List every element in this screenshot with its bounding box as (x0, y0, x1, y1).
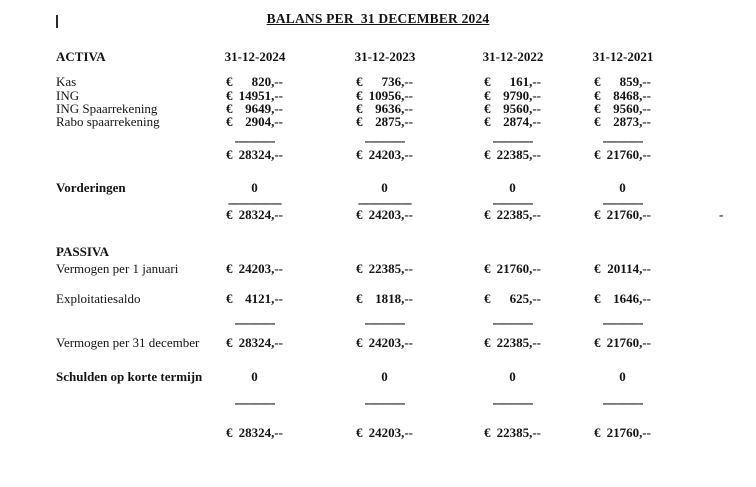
dashed-separator: ------------ (234, 395, 275, 410)
euro-sign: € (594, 207, 601, 222)
page-title: BALANS PER 31 DECEMBER 2024 (266, 11, 490, 26)
euro-sign: € (356, 101, 363, 116)
dashed-separator: ------------ (602, 315, 643, 330)
table-row-exploitatiesaldo (0, 292, 756, 306)
dashed-separator: ------------ (492, 195, 533, 210)
total-row-passiva (0, 426, 756, 440)
amount-cell: € 24203,-- (226, 261, 283, 276)
euro-sign: € (484, 74, 491, 89)
euro-sign: € (226, 207, 233, 222)
euro-sign: € (226, 74, 233, 89)
zero-value: 0 (251, 180, 258, 195)
amount-cell: € 9560,-- (594, 101, 651, 116)
amount-cell: € 28324,-- (226, 335, 283, 350)
euro-sign: € (356, 291, 363, 306)
zero-value: 0 (251, 369, 258, 384)
column-header-row (0, 50, 756, 64)
euro-sign: € (484, 147, 491, 162)
dashed-separator: ------------ (364, 133, 405, 148)
dashed-separator: ------------ (234, 133, 275, 148)
row-label-schulden: Schulden op korte termijn (56, 369, 203, 384)
amount-cell: € 9649,-- (226, 101, 283, 116)
dashed-separator: ------------ (602, 195, 643, 210)
amount-cell: € 21760,-- (594, 335, 651, 350)
row-label-vermogen-1-januari: Vermogen per 1 januari (56, 261, 179, 276)
amount-cell: € 161,-- (484, 74, 541, 89)
euro-sign: € (594, 88, 601, 103)
amount-cell: € 2875,-- (356, 114, 413, 129)
euro-sign: € (594, 101, 601, 116)
zero-value: 0 (381, 180, 388, 195)
total-amount: € 24203,-- (356, 425, 413, 440)
zero-value: 0 (619, 369, 626, 384)
euro-sign: € (484, 114, 491, 129)
table-row-vermogen-1-januari (0, 262, 756, 276)
amount-cell: € 4121,-- (226, 291, 283, 306)
section-heading-activa: ACTIVA (56, 49, 106, 64)
euro-sign: € (594, 114, 601, 129)
dashed-separator: ------------ (492, 395, 533, 410)
euro-sign: € (226, 425, 233, 440)
euro-sign: € (484, 291, 491, 306)
euro-sign: € (594, 74, 601, 89)
stray-dash-mark: - (719, 207, 724, 222)
dashed-separator: ------------ (364, 315, 405, 330)
euro-sign: € (594, 335, 601, 350)
euro-sign: € (226, 335, 233, 350)
euro-sign: € (226, 147, 233, 162)
total-amount: € 22385,-- (484, 207, 541, 222)
total-amount: € 28324,-- (226, 147, 283, 162)
amount-cell: € 820,-- (226, 74, 283, 89)
section-heading-passiva: PASSIVA (56, 244, 109, 259)
euro-sign: € (356, 88, 363, 103)
euro-sign: € (356, 425, 363, 440)
euro-sign: € (356, 207, 363, 222)
amount-cell: € 2874,-- (484, 114, 541, 129)
separator-row (0, 316, 756, 330)
amount-cell: € 20114,-- (594, 261, 651, 276)
euro-sign: € (226, 88, 233, 103)
euro-sign: € (226, 114, 233, 129)
table-row-schulden (0, 370, 756, 384)
separator-row (0, 134, 756, 148)
row-label-exploitatiesaldo: Exploitatiesaldo (56, 291, 141, 306)
table-row-vorderingen (0, 181, 756, 195)
euro-sign: € (226, 261, 233, 276)
row-label-kas: Kas (56, 74, 77, 89)
amount-cell: € 24203,-- (356, 335, 413, 350)
total-amount: € 22385,-- (484, 147, 541, 162)
table-row-kas (0, 75, 756, 89)
subtotal-row-activa (0, 148, 756, 162)
dashed-separator: ---------------- (227, 195, 282, 210)
total-amount: € 24203,-- (356, 207, 413, 222)
amount-cell: € 1818,-- (356, 291, 413, 306)
table-row-rabo-spaarrekening (0, 115, 756, 129)
total-amount: € 21760,-- (594, 147, 651, 162)
column-header-2022: 31-12-2022 (482, 49, 544, 64)
amount-cell: € 2873,-- (594, 114, 651, 129)
amount-cell: € 9636,-- (356, 101, 413, 116)
euro-sign: € (226, 101, 233, 116)
column-header-2024: 31-12-2024 (224, 49, 286, 64)
dashed-separator: ------------ (492, 133, 533, 148)
row-label-rabo-spaarrekening: Rabo spaarrekening (56, 114, 160, 129)
amount-cell: € 2904,-- (226, 114, 283, 129)
table-row-vermogen-31-december (0, 336, 756, 350)
amount-cell: € 22385,-- (356, 261, 413, 276)
euro-sign: € (484, 261, 491, 276)
dashed-separator: ---------------- (357, 195, 412, 210)
total-amount: € 21760,-- (594, 425, 651, 440)
total-amount: € 28324,-- (226, 425, 283, 440)
zero-value: 0 (509, 369, 516, 384)
euro-sign: € (226, 291, 233, 306)
euro-sign: € (356, 261, 363, 276)
dashed-separator: ------------ (492, 315, 533, 330)
amount-cell: € 22385,-- (484, 335, 541, 350)
euro-sign: € (594, 261, 601, 276)
euro-sign: € (356, 147, 363, 162)
amount-cell: € 8468,-- (594, 88, 651, 103)
row-label-ing-spaarrekening: ING Spaarrekening (56, 101, 158, 116)
amount-cell: € 10956,-- (356, 88, 413, 103)
zero-value: 0 (509, 180, 516, 195)
amount-cell: € 9790,-- (484, 88, 541, 103)
dashed-separator: ------------ (602, 395, 643, 410)
euro-sign: € (484, 88, 491, 103)
amount-cell: € 9560,-- (484, 101, 541, 116)
zero-value: 0 (381, 369, 388, 384)
column-header-2021: 31-12-2021 (592, 49, 654, 64)
euro-sign: € (594, 291, 601, 306)
dashed-separator: ------------ (364, 395, 405, 410)
row-label-ing: ING (56, 88, 80, 103)
amount-cell: € 21760,-- (484, 261, 541, 276)
total-amount: € 21760,-- (594, 207, 651, 222)
total-amount: € 28324,-- (226, 207, 283, 222)
euro-sign: € (484, 425, 491, 440)
euro-sign: € (484, 101, 491, 116)
separator-row (0, 396, 756, 410)
euro-sign: € (484, 207, 491, 222)
total-row-activa (0, 208, 756, 222)
total-amount: € 22385,-- (484, 425, 541, 440)
zero-value: 0 (619, 180, 626, 195)
row-label-vorderingen: Vorderingen (56, 180, 126, 195)
amount-cell: € 14951,-- (226, 88, 283, 103)
amount-cell: € 859,-- (594, 74, 651, 89)
euro-sign: € (356, 335, 363, 350)
euro-sign: € (484, 335, 491, 350)
section-row-passiva (0, 245, 756, 259)
dashed-separator: ------------ (234, 315, 275, 330)
total-amount: € 24203,-- (356, 147, 413, 162)
amount-cell: € 625,-- (484, 291, 541, 306)
euro-sign: € (356, 74, 363, 89)
row-label-vermogen-31-december: Vermogen per 31 december (56, 335, 200, 350)
text-cursor-artifact (56, 15, 58, 28)
amount-cell: € 736,-- (356, 74, 413, 89)
column-header-2023: 31-12-2023 (354, 49, 416, 64)
amount-cell: € 1646,-- (594, 291, 651, 306)
euro-sign: € (594, 425, 601, 440)
euro-sign: € (594, 147, 601, 162)
euro-sign: € (356, 114, 363, 129)
dashed-separator: ------------ (602, 133, 643, 148)
